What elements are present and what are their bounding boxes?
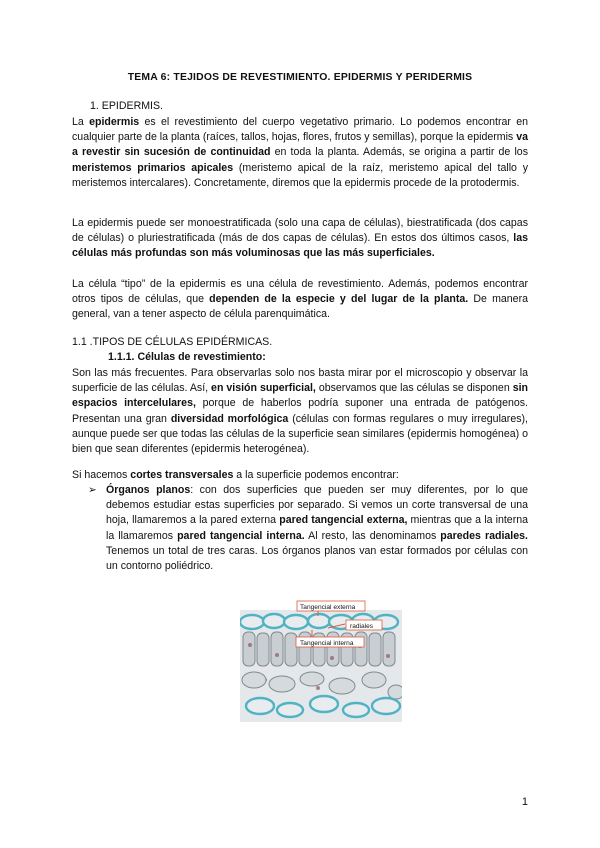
label-radiales: radiales: [350, 623, 374, 630]
subsection-heading-revestimiento: 1.1.1. Células de revestimiento:: [108, 351, 266, 363]
document-title: TEMA 6: TEJIDOS DE REVESTIMIENTO. EPIDERMIS Y PERIDERMIS: [127, 72, 473, 83]
paragraph-1: La epidermis es el revestimiento del cuerpo vegetativo primario. Lo podemos encontrar en cualquier parte de la planta (raíces, tallos, hojas, flores, frutos y semillas), porque la epidermis va a revestir sin sucesión de continuidad en toda la planta. Además, se origina a partir de los meristemos primarios apicales (meristemo apical de la raíz, meristemo apical del tallo y meristemos intercalares). Concretamente, diremos que la epidermis procede de la protodermis.: [72, 116, 528, 189]
paragraph-4: Son las más frecuentes. Para observarlas solo nos basta mirar por el microscopio y observar la superficie de las células. Así, en visión superficial, observamos que las células se disponen sin espacios intercelulares, porque de haberlos podría suponer una entrada de patógenos. Presentan una gran diversidad morfológica (células con formas regulares o muy irregulares), aunque puede ser que todas las células de la superficie sean similares (epidermis homogénea) o bien que sean diferentes (epidermis heterogénea).: [72, 367, 528, 456]
epidermis-micrograph: [240, 600, 402, 722]
label-tangencial-interna: Tangencial interna: [300, 640, 354, 647]
section-heading-tipos: 1.1 .TIPOS DE CÉLULAS EPIDÉRMICAS.: [72, 336, 273, 348]
label-tangencial-externa: Tangencial externa: [300, 604, 356, 611]
arrow-bullet-icon: ➢: [88, 484, 97, 496]
page-number: 1: [521, 796, 528, 808]
document-page: TEMA 6: TEJIDOS DE REVESTIMIENTO. EPIDERMIS Y PERIDERMIS 1. EPIDERMIS. La epidermis es el revestimiento del cuerpo vegetativo primario. Lo podemos encontrar en cualquier parte de la planta (raíces, tallos, hojas, flores, frutos y semillas), porque la epidermis va a revestir sin sucesión de continuidad en toda la planta. Además, se origina a partir de los meristemos primarios apicales (meristemo apical de la raíz, meristemo apical del tallo y meristemos intercalares). Concretamente, diremos que la epidermis procede de la protodermis. La epidermis puede ser monoestratificada (solo una capa de células), biestratificada (dos capas de células) o pluriestratificada (más de dos capas de células). En estos dos últimos casos, las células más profundas son más voluminosas que las más superficiales. La célula “tipo” de la epidermis es una célula de revestimiento. Además, podemos encontrar otros tipos de células, que dependen de la especie y del lugar de la planta. De manera general, van a tener aspecto de célula parenquimática. 1.1 .TIPOS DE CÉLULAS EPIDÉRMICAS. 1.1.1. Células de revestimiento: Son las más frecuentes. Para observarlas solo nos basta mirar por el microscopio y observar la superficie de las células. Así, en visión superficial, observamos que las células se disponen sin espacios intercelulares, porque de haberlos podría suponer una entrada de patógenos. Presentan una gran diversidad morfológica (células con formas regulares o muy irregulares), aunque puede ser que todas las células de la superficie sean similares (epidermis homogénea) o bien que sean diferentes (epidermis heterogénea). Si hacemos cortes transversales a la superficie podemos encontrar: ➢ Órganos planos: con dos superficies que pueden ser muy diferentes, por lo que debemos estudiar estas superficies por separado. Si vemos un corte transversal de una hoja, llamaremos a la pared externa pared tangencial externa, mientras que a la interna la llamaremos pared tangencial interna. Al resto, las denominamos paredes radiales. Tenemos un total de tres caras. Los órganos planos van estar formados por células con un contorno poliédrico. Tangencial externa radiales Tangencial interna 1: [0, 0, 600, 848]
paragraph-3: La célula “tipo” de la epidermis es una célula de revestimiento. Además, podemos encontrar otros tipos de células, que dependen de la especie y del lugar de la planta. De manera general, van a tener aspecto de célula parenquimática.: [72, 278, 528, 321]
section-heading-epidermis: 1. EPIDERMIS.: [90, 100, 163, 112]
paragraph-5: Si hacemos cortes transversales a la superficie podemos encontrar:: [72, 469, 399, 481]
paragraph-2: La epidermis puede ser monoestratificada (solo una capa de células), biestratificada (dos capas de células) o pluriestratificada (más de dos capas de células). En estos dos últimos casos, las células más profundas son más voluminosas que las más superficiales.: [72, 217, 528, 260]
